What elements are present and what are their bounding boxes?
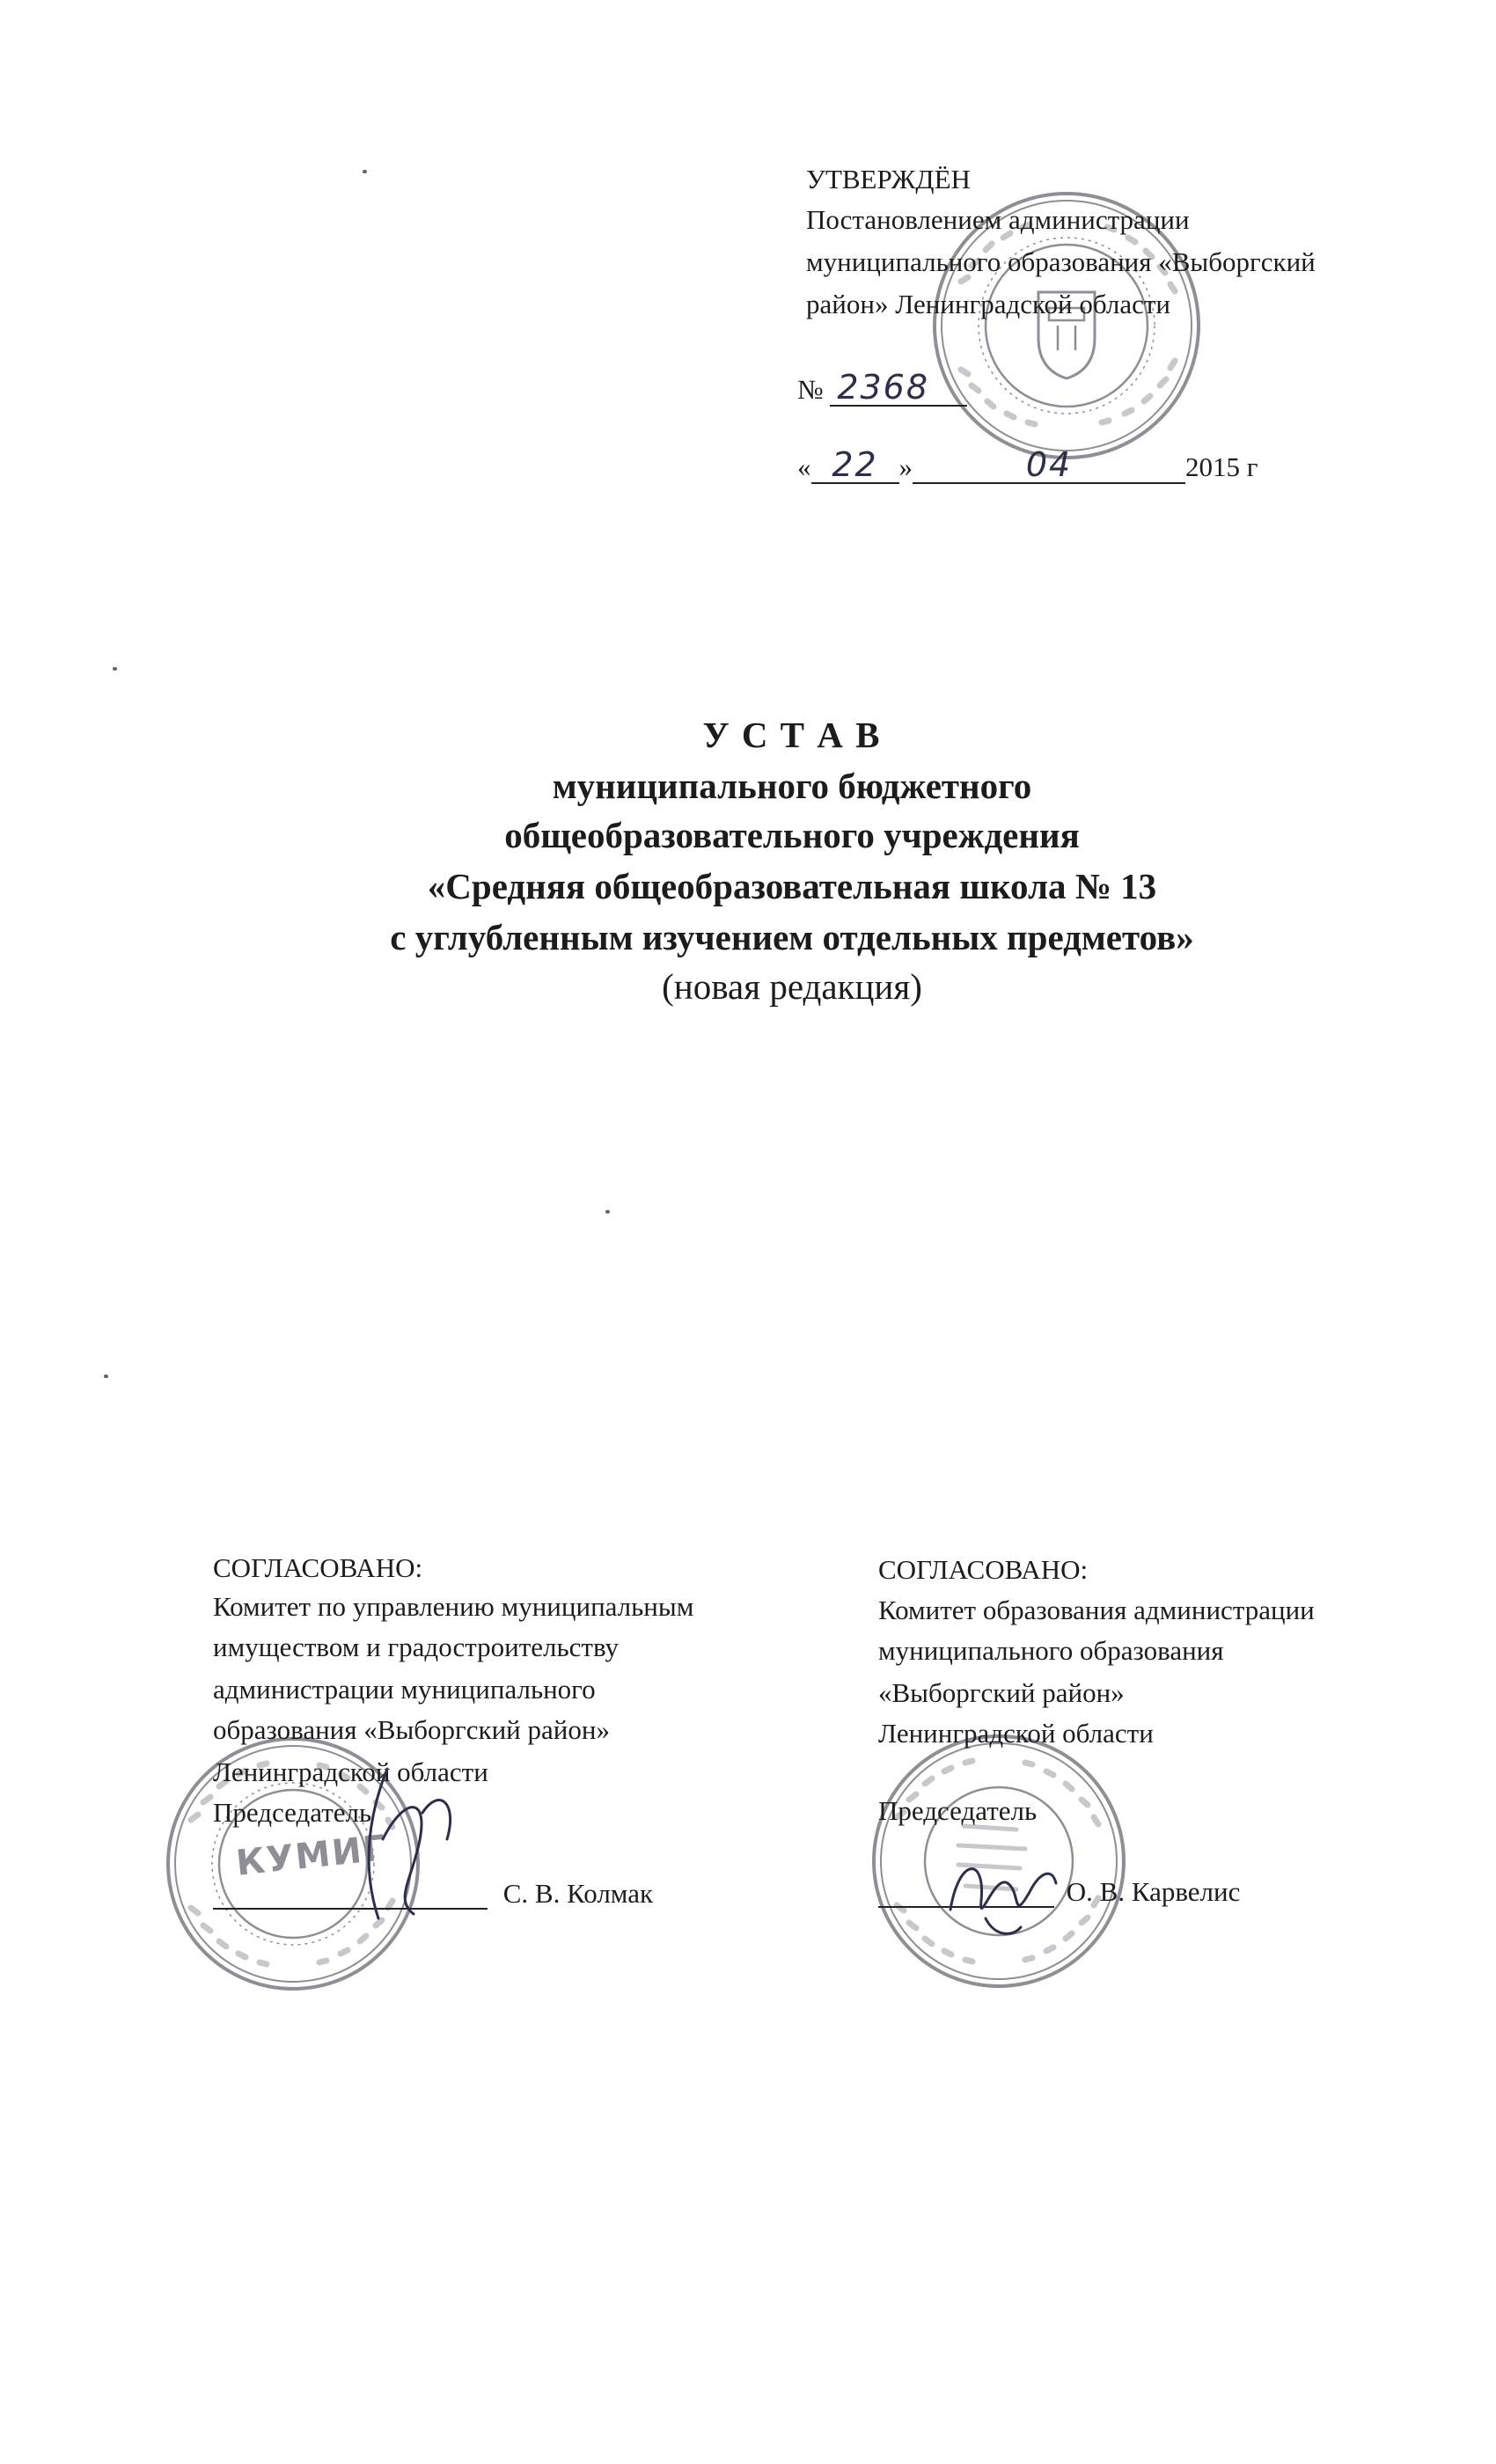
approval-heading: УТВЕРЖДЁН — [806, 164, 971, 194]
agreement-right-line: «Выборгский район» — [878, 1677, 1125, 1708]
handwritten-signature — [334, 1760, 466, 1927]
title-line: муниципального бюджетного — [552, 766, 1032, 806]
scan-speck — [363, 170, 367, 173]
title-line: «Средняя общеобразовательная школа № 13 — [427, 866, 1157, 906]
agreement-left-position: Председатель — [213, 1797, 372, 1828]
date-close-quote: » — [898, 451, 913, 482]
agreement-right-position: Председатель — [878, 1795, 1038, 1826]
agreement-left-heading: СОГЛАСОВАНО: — [213, 1552, 423, 1583]
agreement-right-line: Ленинградской области — [878, 1718, 1154, 1749]
approval-line: Постановлением администрации — [806, 204, 1190, 235]
number-prefix: № — [797, 374, 824, 405]
date-month-handwritten: 04 — [913, 447, 1185, 484]
approval-line: муниципального образования «Выборгский — [806, 246, 1316, 277]
approval-number-row — [797, 370, 967, 407]
date-open-quote: « — [797, 451, 811, 482]
agreement-left-line: администрации муниципального — [213, 1674, 596, 1705]
agreement-left-line: имуществом и градостроительству — [213, 1632, 620, 1662]
scan-speck — [605, 1210, 610, 1214]
handwritten-signature — [933, 1839, 1065, 1945]
agreement-left-signer: С. В. Колмак — [502, 1878, 654, 1909]
agreement-right-signer: О. В. Карвелис — [1066, 1876, 1241, 1907]
edition-note: (новая редакция) — [662, 966, 922, 1007]
approval-line: район» Ленинградской области — [806, 289, 1170, 319]
agreement-right-line: муниципального образования — [878, 1635, 1224, 1666]
date-year: 2015 г — [1185, 451, 1258, 482]
agreement-left-line: образования «Выборгский район» — [213, 1714, 610, 1745]
agreement-right-line: Комитет образования администрации — [878, 1595, 1315, 1625]
scan-speck — [113, 667, 117, 671]
agreement-left-line: Ленинградской области — [213, 1756, 488, 1787]
kumig-stamp-text: КУМИГ — [234, 1828, 390, 1884]
agreement-left-line: Комитет по управлению муниципальным — [213, 1591, 694, 1622]
agreement-right-heading: СОГЛАСОВАНО: — [878, 1554, 1089, 1585]
document-title: У С Т А В — [702, 715, 882, 755]
number-value-handwritten: 2368 — [830, 370, 967, 407]
title-line: с углубленным изучением отдельных предметов» — [390, 917, 1194, 957]
approval-date-row — [797, 447, 1258, 484]
date-day-handwritten: 22 — [811, 447, 899, 484]
title-line: общеобразовательного учреждения — [504, 815, 1080, 855]
scan-speck — [104, 1375, 108, 1378]
